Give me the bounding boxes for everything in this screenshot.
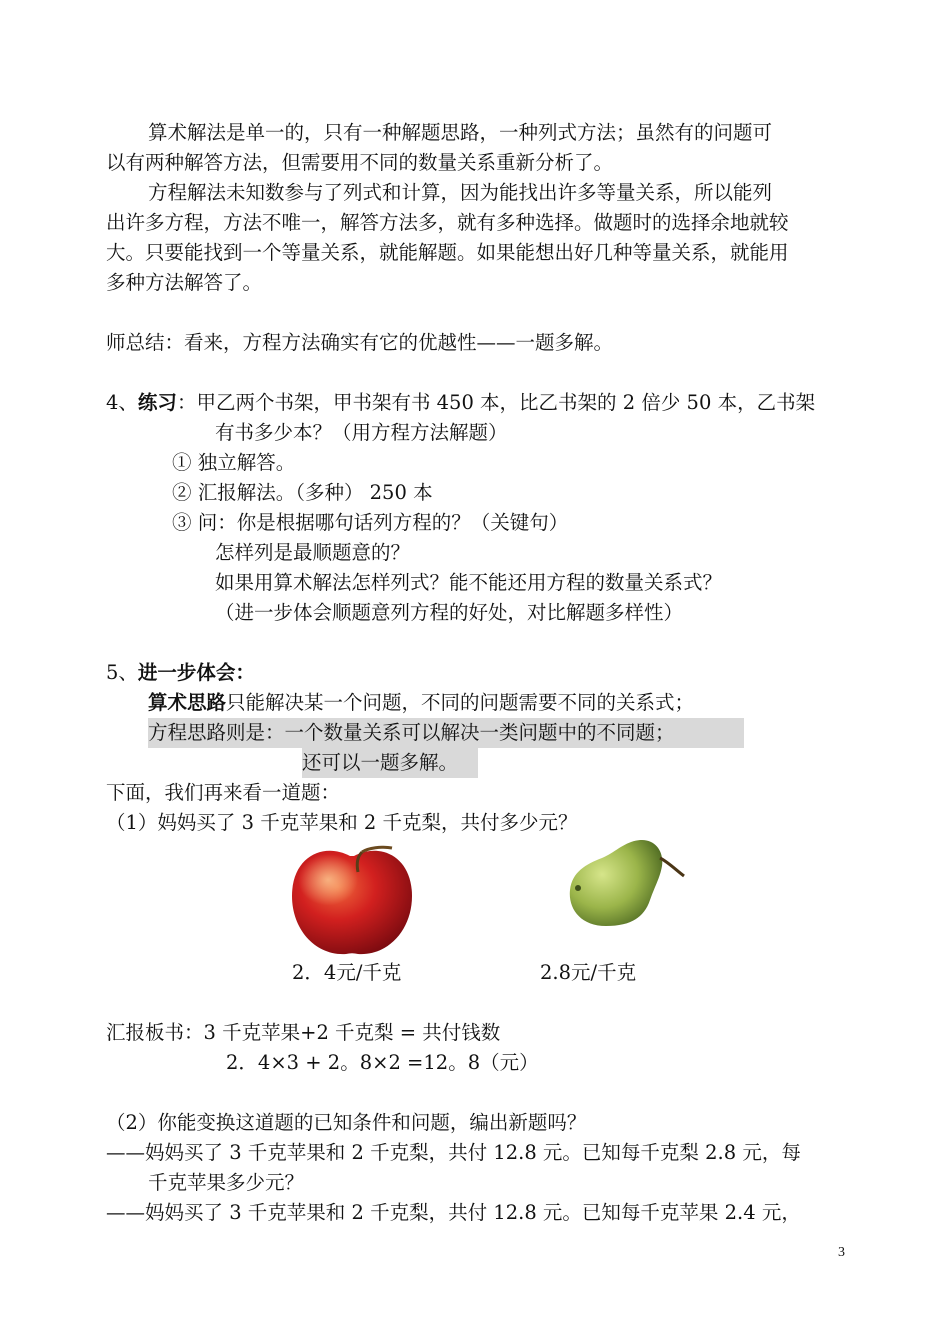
section4-item2: ② 汇报解法。（多种） 250 本 [172,481,433,504]
arithmetic-thinking-label: 算术思路 [148,691,227,714]
apple-price-label: 2．4元/千克 [292,961,402,984]
para2-line2: 出许多方程，方法不唯一，解答方法多，就有多种选择。做题时的选择余地就较 [106,211,789,234]
para2-line4: 多种方法解答了。 [106,271,263,294]
teacher-summary: 师总结：看来，方程方法确实有它的优越性——一题多解。 [106,331,614,354]
board-line2: 2．4×3 + 2。8×2 =12。8（元） [226,1051,539,1074]
section5-heading [106,658,255,688]
para1-line2: 以有两种解答方法，但需要用不同的数量关系重新分析了。 [106,151,614,174]
section5-line3-highlighted: 还可以一题多解。 [302,748,478,778]
section4-sub3: （进一步体会顺题意列方程的好处，对比解题多样性） [215,601,684,624]
section4-number: 4、 [106,391,138,414]
section4-item3: ③ 问：你是根据哪句话列方程的？（关键句） [172,511,569,534]
answer1-line1: ——妈妈买了 3 千克苹果和 2 千克梨，共付 12.8 元。已知每千克梨 2.8 元，每 [106,1141,801,1164]
section4-sub1: 怎样列是最顺题意的？ [215,541,411,564]
pear-price-label: 2.8元/千克 [540,961,637,984]
question1: （1）妈妈买了 3 千克苹果和 2 千克梨，共付多少元？ [106,811,578,834]
section4-item1: ① 独立解答。 [172,451,296,474]
section5-line2-highlighted: 方程思路则是：一个数量关系可以解决一类问题中的不同题； [148,718,744,748]
board-line1: 汇报板书：3 千克苹果+2 千克梨 = 共付钱数 [106,1021,501,1044]
question2: （2）你能变换这道题的已知条件和问题，编出新题吗？ [106,1111,587,1134]
section4-line1 [106,388,815,418]
section4-text: ：甲乙两个书架，甲书架有书 450 本，比乙书架的 2 倍少 50 本，乙书架 [176,391,816,414]
answer2-line1: ——妈妈买了 3 千克苹果和 2 千克梨，共付 12.8 元。已知每千克苹果 2.4 元， [106,1201,801,1224]
section4-sub2: 如果用算术解法怎样列式？能不能还用方程的数量关系式？ [215,571,723,594]
section5-line4: 下面，我们再来看一道题： [106,781,341,804]
para2-line1: 方程解法未知数参与了列式和计算，因为能找出许多等量关系，所以能列 [148,181,773,204]
section5-number: 5、 [106,661,138,684]
section4-title: 练习 [137,391,177,414]
pear-image [566,836,690,928]
para2-line3: 大。只要能找到一个等量关系，就能解题。如果能想出好几种等量关系，就能用 [106,241,789,264]
para1-line1: 算术解法是单一的，只有一种解题思路，一种列式方法；虽然有的问题可 [148,121,773,144]
page-number: 3 [838,1245,845,1260]
apple-image [284,838,420,958]
section5-line1-text: 只能解决某一个问题，不同的问题需要不同的关系式； [226,691,695,714]
section5-line1 [148,688,694,718]
section5-title: 进一步体会： [137,661,255,684]
section4-line2: 有书多少本？（用方程方法解题） [215,421,508,444]
answer1-line2: 千克苹果多少元？ [148,1171,305,1194]
